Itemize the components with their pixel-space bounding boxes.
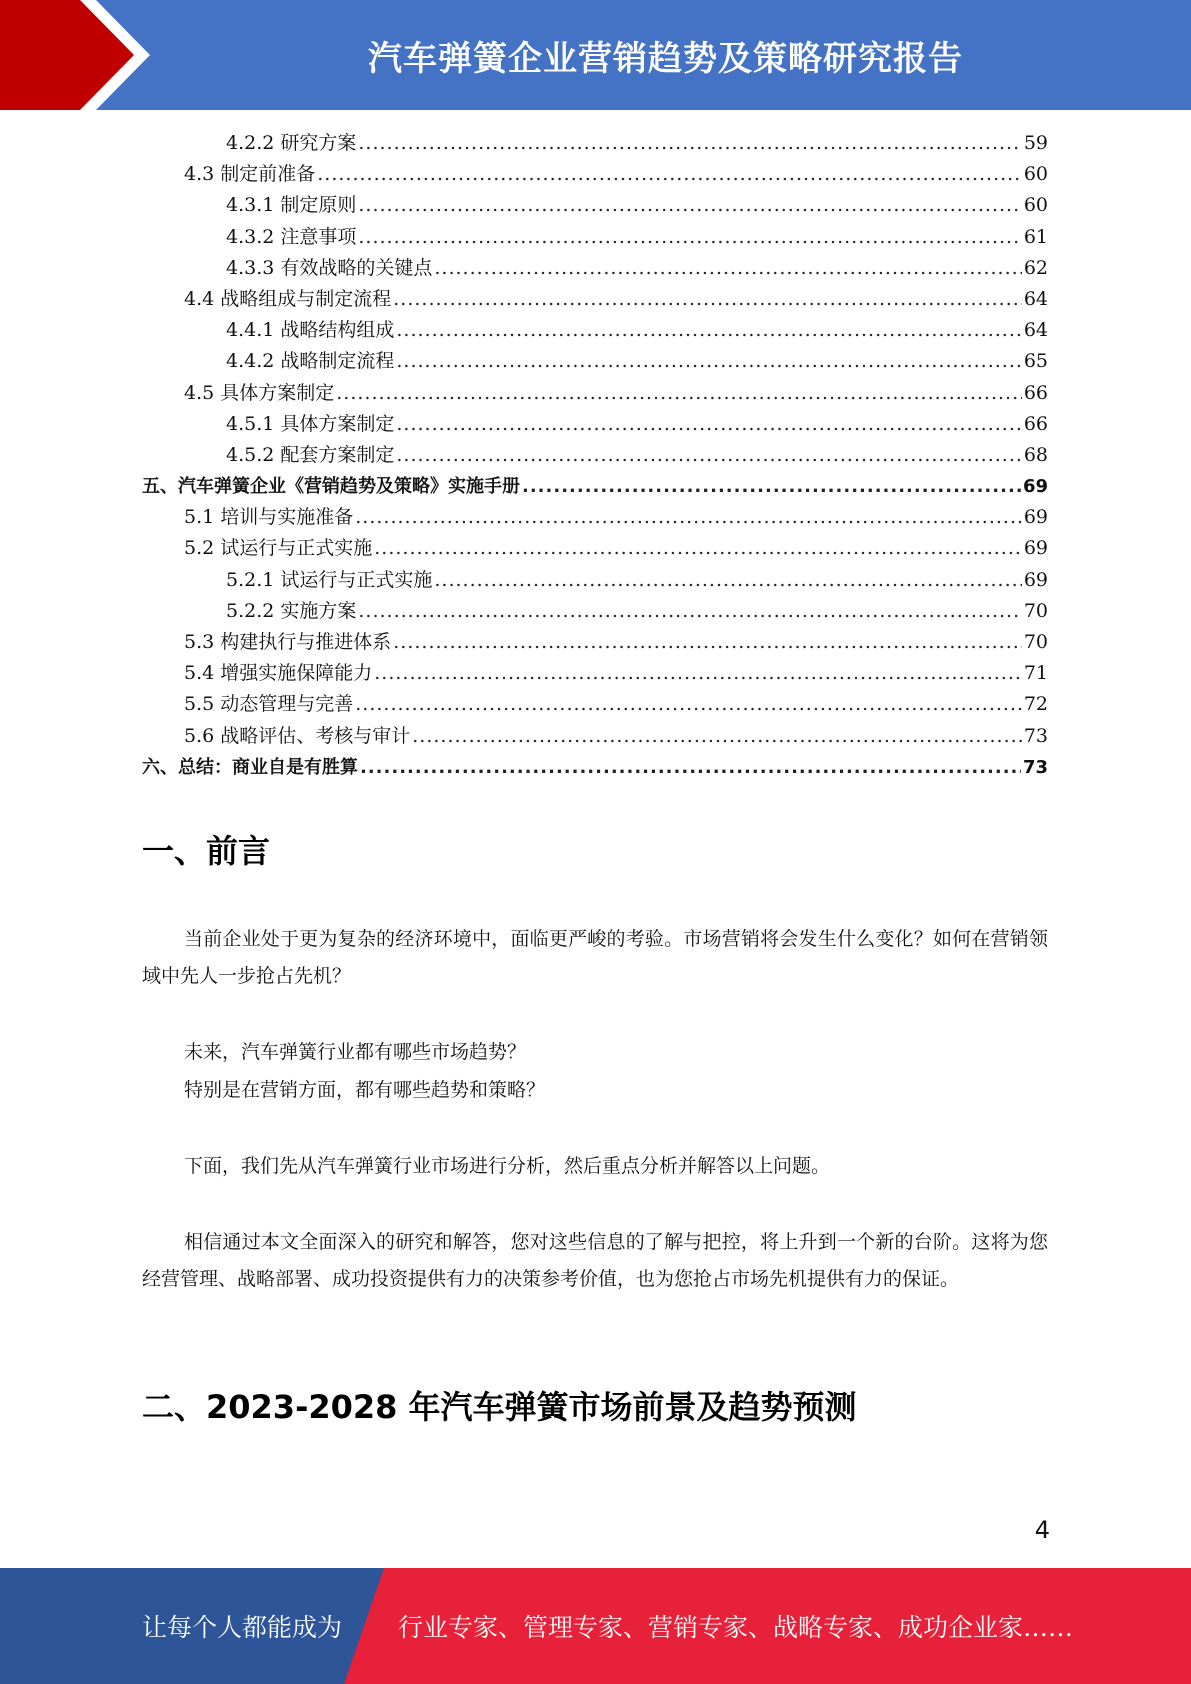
toc-entry-page: 73: [1022, 756, 1048, 778]
toc-entry[interactable]: [142, 502, 1048, 533]
toc-dot-leader: [434, 253, 1021, 284]
toc-entry-label: 4.3.3 有效战略的关键点: [226, 256, 433, 279]
toc-entry-label: 4.3.1 制定原则: [226, 194, 357, 217]
toc-entry-page: 61: [1023, 225, 1048, 248]
toc-entry-label: 4.2.2 研究方案: [226, 132, 357, 154]
toc-entry-label: 5.6 战略评估、考核与审计: [184, 724, 411, 747]
toc-entry[interactable]: [142, 689, 1048, 720]
toc-entry-label: 4.4.2 战略制定流程: [226, 350, 395, 373]
toc-entry-label: 5.2 试运行与正式实施: [184, 537, 373, 560]
chevron-decoration-icon: [0, 0, 160, 110]
toc-entry-page: 73: [1023, 724, 1048, 747]
toc-entry[interactable]: [142, 627, 1048, 658]
toc-entry-page: 60: [1023, 163, 1048, 186]
toc-entry-label: 4.3.2 注意事项: [226, 225, 357, 248]
toc-dot-leader: [317, 159, 1022, 190]
toc-dot-leader: [393, 627, 1022, 658]
toc-entry[interactable]: [142, 752, 1048, 783]
toc-dot-leader: [412, 721, 1022, 752]
page-footer: [0, 1568, 1191, 1684]
toc-dot-leader: [396, 315, 1021, 346]
toc-dot-leader: [358, 128, 1021, 159]
toc-dot-leader: [393, 284, 1022, 315]
toc-dot-leader: [355, 502, 1022, 533]
toc-entry[interactable]: [142, 378, 1048, 409]
toc-dot-leader: [396, 409, 1021, 440]
toc-entry-page: 72: [1023, 693, 1048, 716]
toc-entry-label: 5.5 动态管理与完善: [184, 693, 354, 716]
toc-entry[interactable]: [142, 190, 1048, 221]
toc-entry-label: 5.2.2 实施方案: [226, 599, 357, 622]
toc-entry-page: 62: [1023, 256, 1048, 279]
toc-entry[interactable]: [142, 159, 1048, 190]
toc-dot-leader: [358, 190, 1021, 221]
toc-entry-page: 69: [1023, 537, 1048, 560]
toc-entry-page: 69: [1023, 568, 1048, 591]
toc-dot-leader: [396, 440, 1021, 471]
toc-entry-page: 68: [1023, 443, 1048, 466]
toc-entry-label: 5.2.1 试运行与正式实施: [226, 568, 433, 591]
page-header: [0, 0, 1191, 110]
footer-slogan-right: 行业专家、管理专家、营销专家、战略专家、成功企业家……: [398, 1613, 1074, 1642]
preface-paragraph-3: 相信通过本文全面深入的研究和解答，您对这些信息的了解与把控，将上升到一个新的台阶。这将为您经营管理、战略部署、成功投资提供有力的决策参考价值，也为您抢占市场先机提供有力的保证。: [142, 1231, 1048, 1290]
toc-entry-page: 59: [1023, 132, 1048, 154]
toc-entry[interactable]: [142, 284, 1048, 315]
toc-entry[interactable]: [142, 471, 1048, 502]
toc-dot-leader: [336, 378, 1022, 409]
toc-entry-page: 66: [1023, 412, 1048, 435]
toc-entry-page: 64: [1023, 287, 1048, 310]
toc-dot-leader: [396, 346, 1021, 377]
footer-slogan-left: 让每个人都能成为: [142, 1613, 343, 1642]
toc-entry[interactable]: [142, 533, 1048, 564]
toc-entry-page: 64: [1023, 319, 1048, 342]
toc-entry[interactable]: [142, 346, 1048, 377]
toc-entry[interactable]: [142, 409, 1048, 440]
toc-entry-page: 69: [1022, 476, 1048, 498]
preface-paragraph-2: 下面，我们先从汽车弹簧行业市场进行分析，然后重点分析并解答以上问题。: [184, 1155, 831, 1177]
toc-entry-label: 4.5.1 具体方案制定: [226, 412, 395, 435]
header-title: 汽车弹簧企业营销趋势及策略研究报告: [368, 38, 963, 79]
section-heading-preface: 一、前言: [142, 832, 271, 870]
toc-entry[interactable]: [142, 596, 1048, 627]
toc-entry[interactable]: [142, 128, 1048, 159]
toc-entry[interactable]: [142, 565, 1048, 596]
toc-dot-leader: [355, 689, 1022, 720]
toc-entry-page: 69: [1023, 506, 1048, 529]
toc-entry[interactable]: [142, 253, 1048, 284]
toc-dot-leader: [522, 471, 1021, 502]
toc-entry-label: 4.4 战略组成与制定流程: [184, 287, 392, 310]
toc-entry-label: 4.5.2 配套方案制定: [226, 443, 395, 466]
toc-entry[interactable]: [142, 315, 1048, 346]
toc-entry-label: 4.4.1 战略结构组成: [226, 319, 395, 342]
preface-question-2: 特别是在营销方面，都有哪些趋势和策略？: [184, 1079, 546, 1101]
page-number: 4: [1034, 1516, 1050, 1544]
toc-entry-page: 71: [1023, 662, 1048, 685]
toc-dot-leader: [374, 658, 1022, 689]
toc-entry[interactable]: [142, 222, 1048, 253]
toc-entry[interactable]: [142, 440, 1048, 471]
toc-entry-label: 4.5 具体方案制定: [184, 381, 335, 404]
toc-entry-page: 65: [1023, 350, 1048, 373]
toc-entry-label: 五、汽车弹簧企业《营销趋势及策略》实施手册: [142, 476, 520, 498]
section-heading-forecast: 二、2023-2028 年汽车弹簧市场前景及趋势预测: [142, 1388, 857, 1426]
toc-dot-leader: [358, 596, 1021, 627]
toc-entry-page: 70: [1023, 599, 1048, 622]
toc-entry[interactable]: [142, 658, 1048, 689]
toc-entry-page: 66: [1023, 381, 1048, 404]
toc-entry-label: 六、总结：商业自是有胜算: [142, 756, 358, 778]
preface-question-1: 未来，汽车弹簧行业都有哪些市场趋势？: [184, 1041, 527, 1063]
toc-entry-label: 5.4 增强实施保障能力: [184, 662, 373, 685]
toc-entry-label: 5.1 培训与实施准备: [184, 506, 354, 529]
toc-entry-label: 4.3 制定前准备: [184, 163, 316, 186]
toc-dot-leader: [374, 533, 1022, 564]
toc-dot-leader: [434, 565, 1021, 596]
toc-entry-label: 5.3 构建执行与推进体系: [184, 631, 392, 653]
preface-paragraph-1: 当前企业处于更为复杂的经济环境中，面临更严峻的考验。市场营销将会发生什么变化？如何在营销领域中先人一步抢占先机？: [142, 928, 1048, 987]
table-of-contents: [142, 128, 1048, 783]
toc-dot-leader: [358, 222, 1021, 253]
toc-entry[interactable]: [142, 721, 1048, 752]
toc-entry-page: 70: [1023, 631, 1048, 653]
toc-dot-leader: [360, 752, 1021, 783]
toc-entry-page: 60: [1023, 194, 1048, 217]
